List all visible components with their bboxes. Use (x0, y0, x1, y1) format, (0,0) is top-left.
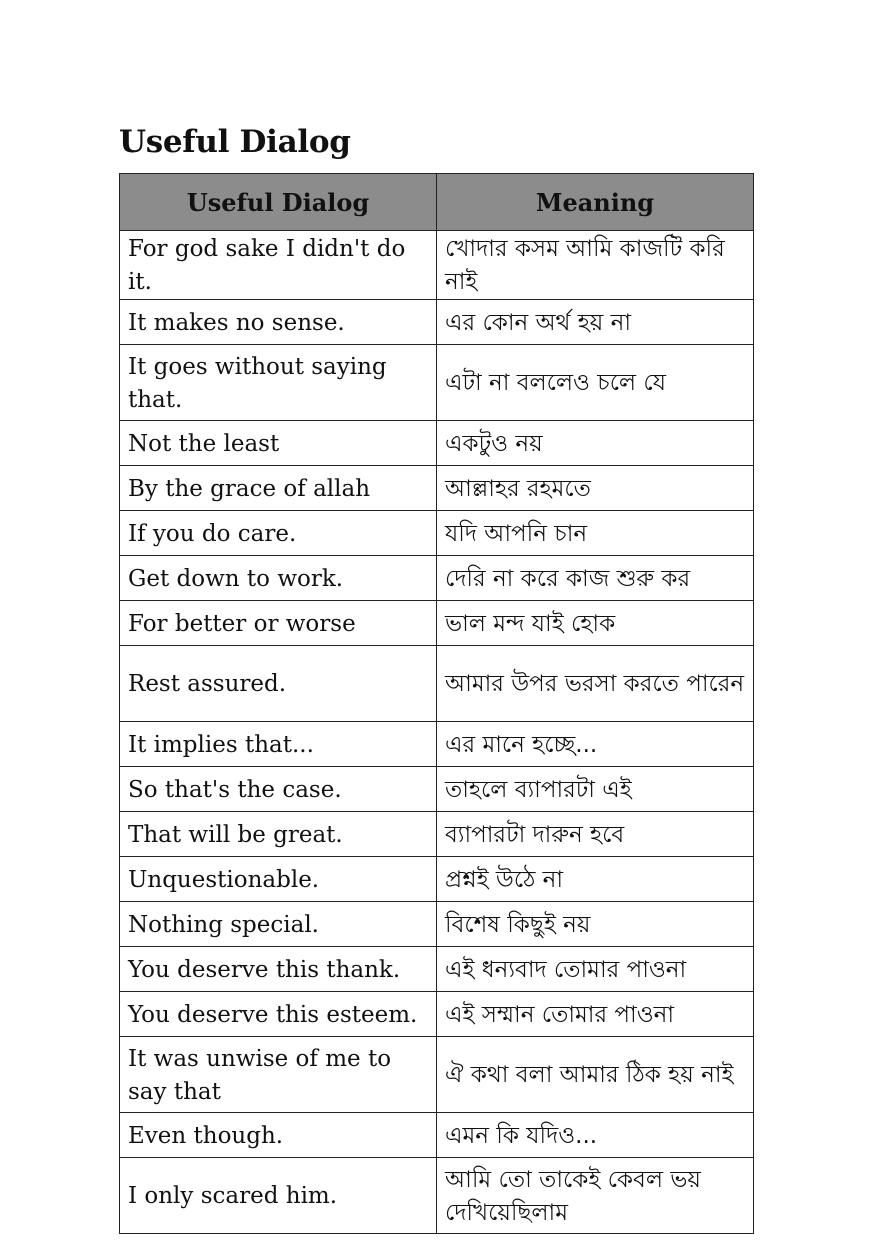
table-row (120, 646, 754, 722)
table-row (120, 992, 754, 1037)
dialog-cell: For better or worse (120, 601, 437, 646)
meaning-cell: ব্যাপারটা দারুন হবে (437, 812, 754, 857)
meaning-cell: এর মানে হচ্ছে... (437, 722, 754, 767)
meaning-cell: ভাল মন্দ যাই হোক (437, 601, 754, 646)
dialog-cell: I only scared him. (120, 1158, 437, 1234)
dialog-table (119, 173, 754, 1234)
dialog-cell: By the grace of allah (120, 466, 437, 511)
meaning-cell: প্রশ্নই উঠে না (437, 857, 754, 902)
meaning-cell: এমন কি যদিও... (437, 1113, 754, 1158)
meaning-cell: একটুও নয় (437, 421, 754, 466)
table-row (120, 511, 754, 556)
table-row (120, 857, 754, 902)
table-row (120, 556, 754, 601)
table-header-row (120, 174, 754, 231)
dialog-cell: For god sake I didn't do it. (120, 231, 437, 300)
dialog-cell: It goes without saying that. (120, 345, 437, 421)
table-row (120, 1037, 754, 1113)
dialog-cell: That will be great. (120, 812, 437, 857)
meaning-cell: তাহলে ব্যাপারটা এই (437, 767, 754, 812)
meaning-cell: আমার উপর ভরসা করতে পারেন (437, 646, 754, 722)
table-row (120, 345, 754, 421)
meaning-cell: এই সম্মান তোমার পাওনা (437, 992, 754, 1037)
dialog-cell: Even though. (120, 1113, 437, 1158)
table-row (120, 722, 754, 767)
meaning-cell: খোদার কসম আমি কাজটি করি নাই (437, 231, 754, 300)
dialog-cell: Unquestionable. (120, 857, 437, 902)
table-row (120, 300, 754, 345)
meaning-cell: এর কোন অর্থ হয় না (437, 300, 754, 345)
meaning-cell: এটা না বললেও চলে যে (437, 345, 754, 421)
table-row (120, 947, 754, 992)
table-row (120, 902, 754, 947)
dialog-cell: You deserve this esteem. (120, 992, 437, 1037)
dialog-cell: So that's the case. (120, 767, 437, 812)
dialog-cell: Not the least (120, 421, 437, 466)
meaning-cell: বিশেষ কিছুই নয় (437, 902, 754, 947)
table-row (120, 1113, 754, 1158)
dialog-cell: Get down to work. (120, 556, 437, 601)
dialog-cell: If you do care. (120, 511, 437, 556)
table-row (120, 812, 754, 857)
table-row (120, 421, 754, 466)
dialog-cell: It makes no sense. (120, 300, 437, 345)
table-row (120, 1158, 754, 1234)
table-row (120, 601, 754, 646)
meaning-cell: যদি আপনি চান (437, 511, 754, 556)
dialog-cell: It implies that... (120, 722, 437, 767)
column-header-meaning: Meaning (437, 174, 754, 231)
meaning-cell: ঐ কথা বলা আমার ঠিক হয় নাই (437, 1037, 754, 1113)
table-row (120, 231, 754, 300)
dialog-cell: Rest assured. (120, 646, 437, 722)
dialog-cell: You deserve this thank. (120, 947, 437, 992)
table-row (120, 466, 754, 511)
meaning-cell: এই ধন্যবাদ তোমার পাওনা (437, 947, 754, 992)
dialog-cell: It was unwise of me to say that (120, 1037, 437, 1113)
meaning-cell: দেরি না করে কাজ শুরু কর (437, 556, 754, 601)
table-row (120, 767, 754, 812)
page-title: Useful Dialog (119, 124, 351, 160)
meaning-cell: আল্লাহর রহমতে (437, 466, 754, 511)
dialog-cell: Nothing special. (120, 902, 437, 947)
meaning-cell: আমি তো তাকেই কেবল ভয় দেখিয়েছিলাম (437, 1158, 754, 1234)
column-header-useful-dialog: Useful Dialog (120, 174, 437, 231)
